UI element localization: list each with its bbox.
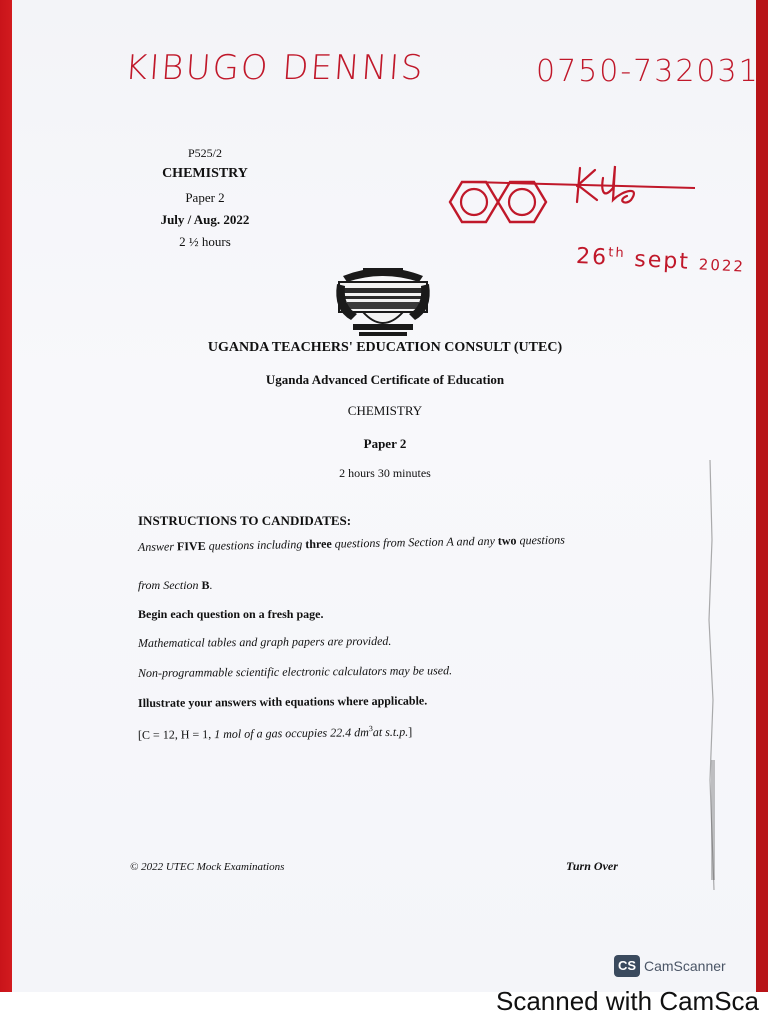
handwritten-name: KIBUGO DENNIS [123, 48, 426, 88]
certificate-title: Uganda Advanced Certificate of Education [265, 372, 505, 387]
date-suffix: th [607, 245, 627, 262]
naphthalene-drawing-and-signature [445, 160, 700, 240]
instr-two: two [497, 533, 517, 548]
organization-title: UGANDA TEACHERS' EDUCATION CONSULT (UTEC) [207, 340, 563, 355]
header-date: July / Aug. 2022 [160, 212, 250, 227]
date-month: sept [633, 246, 691, 275]
instruction-equations: Illustrate your answers with equations where applicable. [137, 693, 428, 710]
handwritten-phone: 0750-732031 [536, 54, 760, 89]
constants-molar-volume: 1 mol of a gas occupies 22.4 dm [214, 725, 369, 742]
constants-stp: at s.t.p. [372, 724, 409, 740]
instr-five: FIVE [176, 538, 206, 554]
subject-title: CHEMISTRY [347, 403, 423, 418]
instr-section-letter: B [201, 578, 210, 592]
instr-text: questions [516, 532, 565, 548]
constants-values: [C = 12, H = 1, [137, 727, 215, 742]
scan-edge-shadow [700, 460, 720, 890]
camscanner-brand: CamScanner [644, 958, 726, 974]
paper-code: P525/2 [187, 146, 222, 160]
copyright-notice: © 2022 UTEC Mock Examinations [130, 861, 285, 873]
turn-over-label: Turn Over [566, 859, 618, 873]
instr-text: . [209, 578, 213, 592]
constants-superscript: 3 [368, 724, 373, 734]
date-year: 2022 [698, 255, 746, 276]
instr-text: questions including [205, 537, 306, 553]
instr-text: Answer [137, 539, 178, 554]
date-day: 26 [575, 243, 609, 271]
scanned-with-banner: Scanned with CamSca [496, 986, 760, 1016]
instruction-fresh-page: Begin each question on a fresh page. [138, 607, 324, 621]
camscanner-logo-icon: CS [614, 955, 640, 977]
instruction-tables: Mathematical tables and graph papers are provided. [137, 633, 392, 650]
header-subject: CHEMISTRY [162, 166, 248, 181]
instr-text: from Section [138, 578, 202, 592]
exam-paper-sheet [12, 0, 756, 992]
instr-three: three [305, 536, 332, 552]
header-duration: 2 ½ hours [179, 234, 231, 249]
constants-bracket: ] [408, 724, 413, 739]
instruction-constants [138, 724, 412, 743]
paper-title: Paper 2 [363, 436, 407, 451]
instruction-calculators: Non-programmable scientific electronic calculators may be used. [137, 663, 453, 680]
instructions-heading: INSTRUCTIONS TO CANDIDATES: [138, 513, 352, 528]
utec-crest-logo [333, 266, 433, 338]
instruction-section-b [138, 578, 213, 593]
time-allowed: 2 hours 30 minutes [339, 466, 431, 480]
header-paper: Paper 2 [185, 190, 225, 205]
instr-text: questions from Section A and any [331, 533, 498, 551]
